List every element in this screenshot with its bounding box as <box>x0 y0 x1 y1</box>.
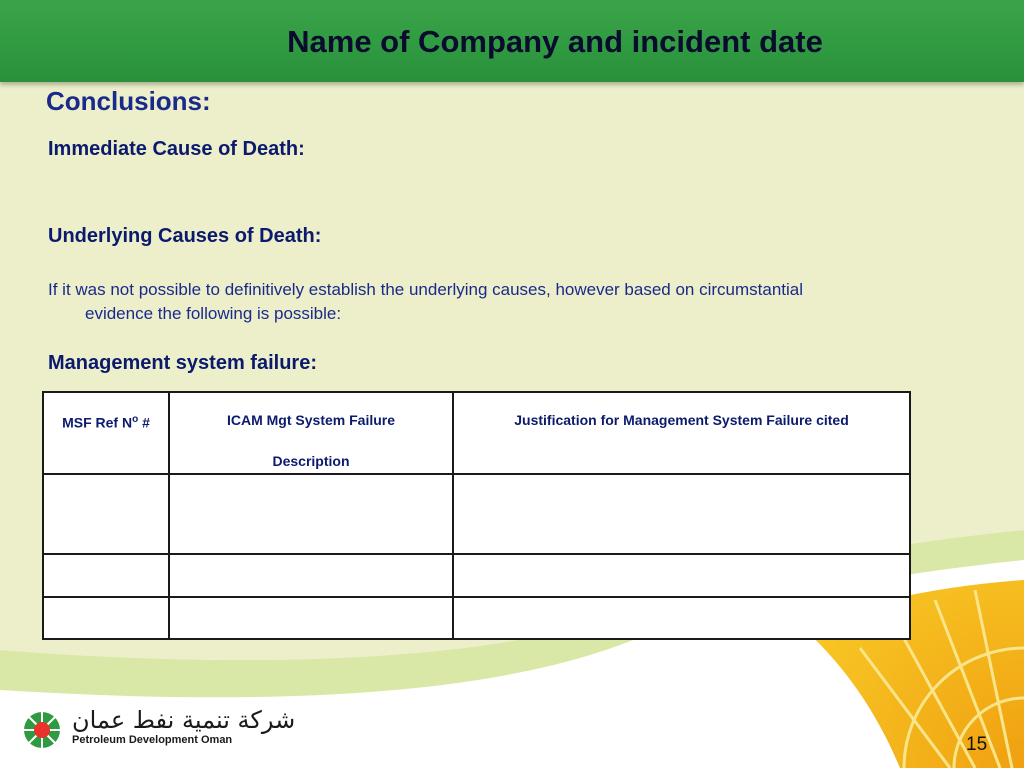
table-cell[interactable] <box>43 474 169 554</box>
table-cell[interactable] <box>169 597 453 639</box>
header-icam-line1: ICAM Mgt System Failure <box>226 412 396 428</box>
header-ref-super: o <box>132 414 139 425</box>
table-header-row <box>43 392 910 474</box>
underlying-text-line2: evidence the following is possible: <box>85 304 342 323</box>
table-cell[interactable] <box>453 554 910 597</box>
table-cell[interactable] <box>169 474 453 554</box>
header-icam-line2: Description <box>272 453 350 469</box>
header-justification <box>453 392 910 474</box>
table-row <box>43 474 910 554</box>
msf-table <box>42 391 911 640</box>
msf-heading: Management system failure: <box>48 352 317 374</box>
underlying-causes-heading: Underlying Causes of Death: <box>48 225 322 247</box>
header-msf-ref <box>43 392 169 474</box>
header-ref-prefix: MSF Ref N <box>62 414 133 431</box>
table-row <box>43 597 910 639</box>
underlying-causes-text <box>48 278 948 326</box>
table-row <box>43 554 910 597</box>
table-cell[interactable] <box>453 597 910 639</box>
table-cell[interactable] <box>43 554 169 597</box>
header-icam <box>169 392 453 474</box>
header-ref-suffix: # <box>138 414 150 431</box>
section-subtitle: Conclusions: <box>46 86 211 116</box>
table-cell[interactable] <box>43 597 169 639</box>
page-title: Name of Company and incident date <box>287 24 823 59</box>
logo-arabic-text: شركة تنمية نفط عمان <box>72 706 296 734</box>
header-justification-text: Justification for Management System Failure cited <box>514 412 849 428</box>
underlying-text-line1: If it was not possible to definitively establish the underlying causes, however based on circumstantial <box>48 280 804 299</box>
immediate-cause-heading: Immediate Cause of Death: <box>48 138 305 160</box>
table-cell[interactable] <box>453 474 910 554</box>
pdo-logo-icon <box>22 710 62 750</box>
page-number: 15 <box>966 734 988 755</box>
logo-english-text: Petroleum Development Oman <box>72 734 233 746</box>
table-cell[interactable] <box>169 554 453 597</box>
